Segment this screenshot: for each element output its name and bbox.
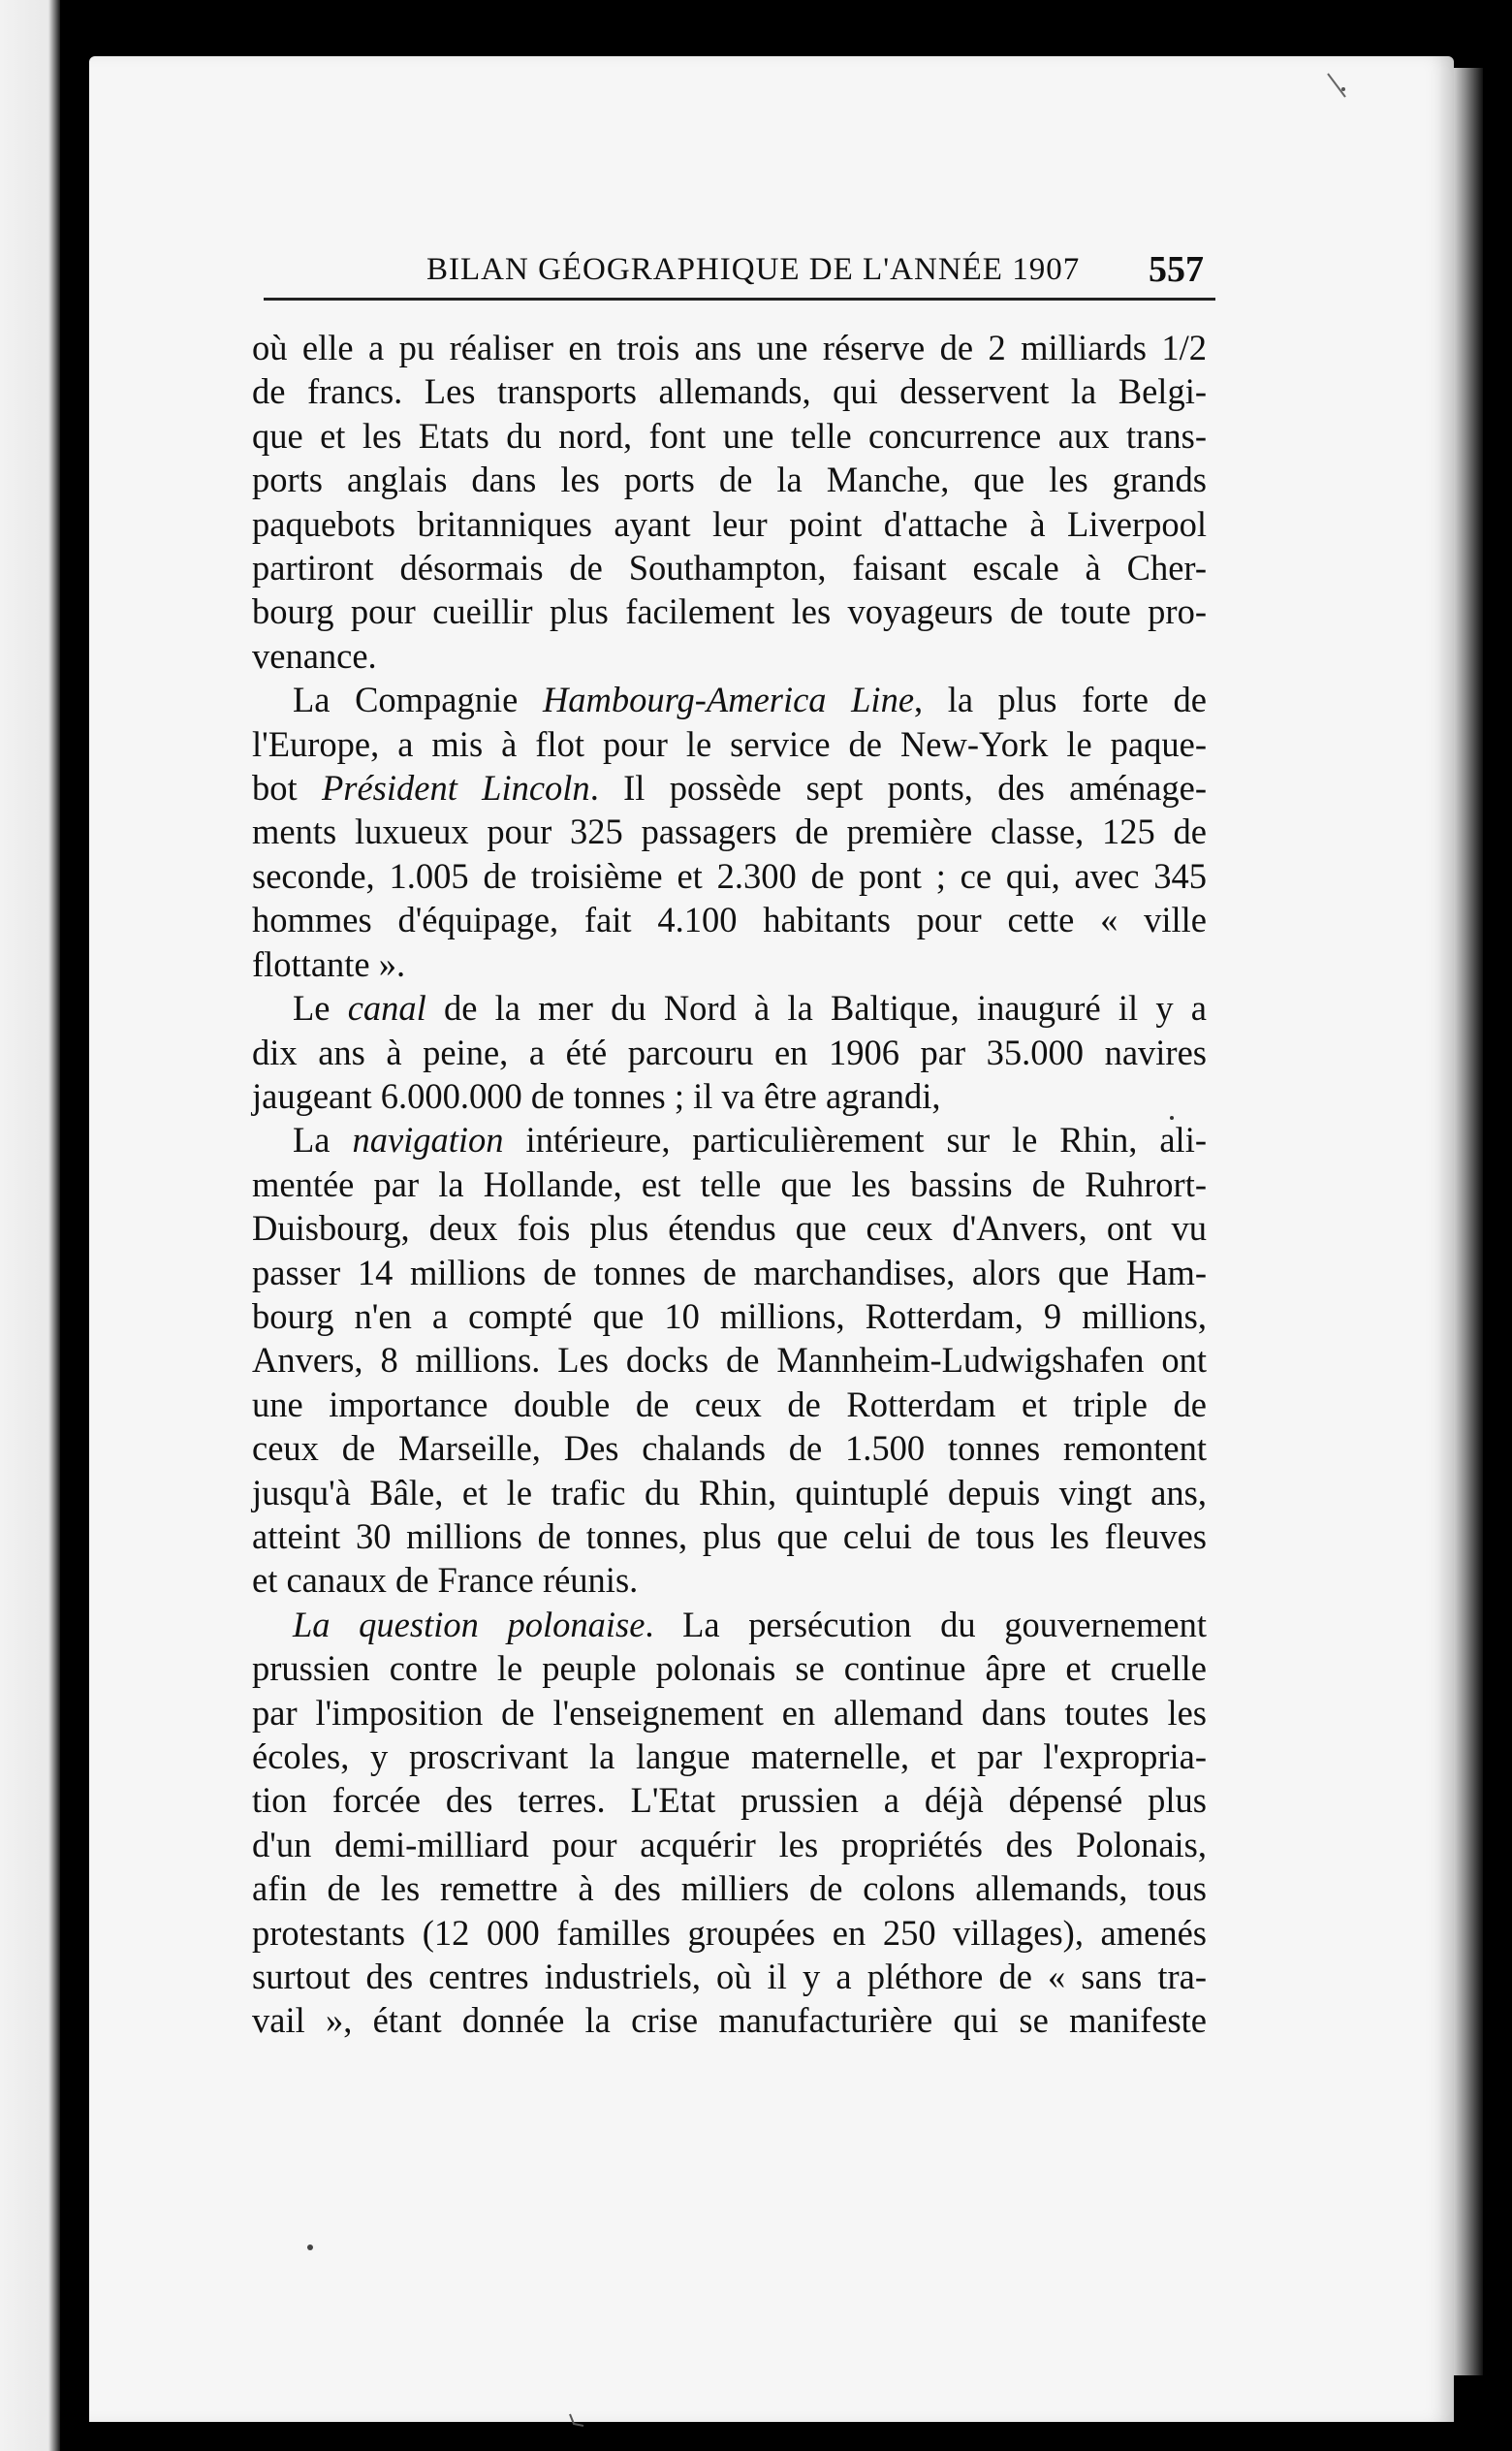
text-line: Duisbourg, deux fois plus étendus que ceux d'Anvers, ont vu — [252, 1208, 1207, 1249]
text-line: hommes d'équipage, fait 4.100 habitants pour cette « ville — [252, 900, 1207, 940]
text-line: partiront désormais de Southampton, faisant escale à Cher- — [252, 548, 1207, 589]
page-header — [262, 246, 1221, 295]
text-line: bourg n'en a compté que 10 millions, Rotterdam, 9 millions, — [252, 1295, 1207, 1336]
text-line: paquebots britanniques ayant leur point d'attache à Liverpool — [252, 503, 1207, 544]
text-line: dix ans à peine, a été parcouru en 1906 par 35.000 navires — [252, 1032, 1207, 1072]
running-title: BILAN GÉOGRAPHIQUE DE L'ANNÉE 1907 — [426, 252, 1081, 287]
text-line: ments luxueux pour 325 passagers de première classe, 125 de — [252, 812, 1207, 852]
text-line: La Compagnie Hambourg-America Line, la plus forte de — [293, 680, 1207, 720]
text-line: d'un demi-milliard pour acquérir les propriétés des Polonais, — [252, 1824, 1207, 1864]
text-line: afin de les remettre à des milliers de colons allemands, tous — [252, 1868, 1207, 1909]
text-line: Anvers, 8 millions. Les docks de Mannheim-Ludwigshafen ont — [252, 1340, 1207, 1381]
text-line: flottante ». — [252, 943, 406, 984]
text-line: passer 14 millions de tonnes de marchandises, alors que Ham- — [252, 1252, 1207, 1292]
text-line: atteint 30 millions de tonnes, plus que celui de tous les fleuves — [252, 1515, 1207, 1556]
text-line: que et les Etats du nord, font une telle concurrence aux trans- — [252, 415, 1207, 456]
text-line: une importance double de ceux de Rotterdam et triple de — [252, 1384, 1207, 1424]
text-line: où elle a pu réaliser en trois ans une réserve de 2 milliards 1/2 — [252, 328, 1207, 367]
text-line: surtout des centres industriels, où il y a pléthore de « sans tra- — [252, 1957, 1207, 1997]
text-line: par l'imposition de l'enseignement en allemand dans toutes les — [252, 1692, 1207, 1733]
scan-top-border — [0, 0, 1512, 56]
body-text — [252, 326, 1207, 2043]
header-rule — [264, 298, 1215, 301]
text-line: de francs. Les transports allemands, qui desservent la Belgi- — [252, 371, 1207, 412]
text-line: Le canal de la mer du Nord à la Baltique, inauguré il y a — [293, 988, 1207, 1029]
book-page-edge — [1454, 68, 1483, 2375]
text-line: et canaux de France réunis. — [252, 1560, 639, 1601]
text-line: bot Président Lincoln. Il possède sept ponts, des aménage- — [252, 768, 1208, 809]
text-line: ceux de Marseille, Des chalands de 1.500 tonnes remontent — [252, 1428, 1207, 1469]
text-line: seconde, 1.005 de troisième et 2.300 de pont ; ce qui, avec 345 — [252, 855, 1207, 896]
text-line: ports anglais dans les ports de la Manche, que les grands — [252, 460, 1207, 500]
text-line: protestants (12 000 familles groupées en 250 villages), amenés — [252, 1912, 1207, 1953]
text-line: jaugeant 6.000.000 de tonnes ; il va être agrandi, — [252, 1075, 941, 1116]
text-line: vail », étant donnée la crise manufacturière qui se manifeste — [252, 2000, 1207, 2041]
text-line: La question polonaise. La persécution du gouvernement — [293, 1604, 1207, 1644]
text-line: mentée par la Hollande, est telle que les bassins de Ruhrort- — [252, 1163, 1207, 1204]
text-line: prussien contre le peuple polonais se continue âpre et cruelle — [252, 1648, 1207, 1689]
text-line: écoles, y proscrivant la langue maternelle, et par l'expropria- — [252, 1736, 1207, 1776]
text-line: La navigation intérieure, particulièrement sur le Rhin, ali- — [293, 1120, 1207, 1161]
page-number: 557 — [1149, 249, 1204, 290]
scan-left-margin — [0, 0, 60, 2451]
text-line: jusqu'à Bâle, et le trafic du Rhin, quintuplé depuis vingt ans, — [252, 1472, 1207, 1512]
text-line: l'Europe, a mis à flot pour le service de New-York le paque- — [252, 723, 1207, 764]
text-line: venance. — [252, 635, 377, 676]
text-line: bourg pour cueillir plus facilement les voyageurs de toute pro- — [252, 591, 1207, 632]
text-line: tion forcée des terres. L'Etat prussien a déjà dépensé plus — [252, 1780, 1207, 1821]
